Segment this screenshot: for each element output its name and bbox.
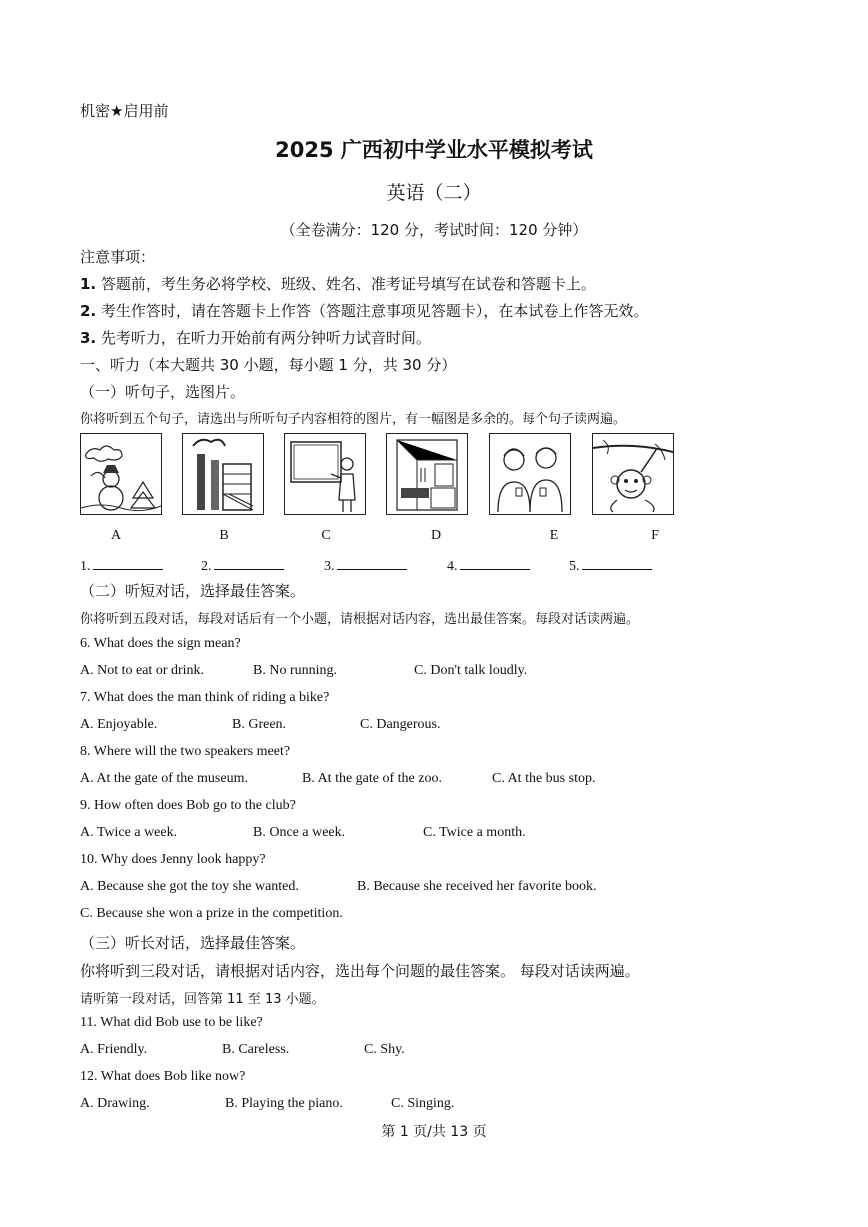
option-8b[interactable]: B. At the gate of the zoo.: [302, 771, 442, 786]
option-8a[interactable]: A. At the gate of the museum.: [80, 771, 248, 786]
factory-icon: [183, 434, 263, 514]
option-11c[interactable]: C. Shy.: [364, 1042, 405, 1057]
note-item: [80, 327, 431, 348]
page-subtitle: 英语（二）: [386, 182, 482, 204]
blank-line: [582, 555, 652, 570]
blank-number: 3.: [324, 559, 335, 574]
part3-heading: （三）听长对话，选择最佳答案。: [80, 934, 306, 952]
note-number: 3.: [80, 329, 97, 347]
blank-line: [214, 555, 284, 570]
exam-info: （全卷满分：120 分，考试时间：120 分钟）: [280, 221, 588, 239]
notes-heading: 注意事项：: [80, 248, 156, 266]
question-7: 7. What does the man think of riding a bike?: [80, 690, 330, 705]
part3-sub-instruction: 请听第一段对话，回答第 11 至 13 小题。: [80, 992, 325, 1007]
part1-heading: （一）听句子，选图片。: [80, 383, 246, 401]
option-7a[interactable]: A. Enjoyable.: [80, 717, 158, 732]
note-item: [80, 273, 596, 294]
note-number: 2.: [80, 302, 97, 320]
option-12b[interactable]: B. Playing the piano.: [225, 1096, 343, 1111]
page-title: 2025 广西初中学业水平模拟考试: [275, 138, 593, 162]
option-11b[interactable]: B. Careless.: [222, 1042, 290, 1057]
section-heading: 一、听力（本大题共 30 小题，每小题 1 分，共 30 分）: [80, 356, 457, 374]
confidential-mark: 机密★启用前: [80, 102, 169, 120]
option-12a[interactable]: A. Drawing.: [80, 1096, 150, 1111]
question-10: 10. Why does Jenny look happy?: [80, 852, 266, 867]
part1-instruction: 你将听到五个句子，请选出与所听句子内容相符的图片，有一幅图是多余的。每个句子读两遍。: [80, 412, 627, 427]
option-10b[interactable]: B. Because she received her favorite book.: [357, 879, 597, 894]
picture-f: [592, 433, 674, 515]
question-6: 6. What does the sign mean?: [80, 636, 241, 651]
option-7b[interactable]: B. Green.: [232, 717, 287, 732]
picture-e: [489, 433, 571, 515]
option-11a[interactable]: A. Friendly.: [80, 1042, 148, 1057]
picture-a: [80, 433, 162, 515]
answer-blank-3[interactable]: [324, 555, 407, 575]
picture-label-a: A: [110, 528, 122, 543]
blank-number: 1.: [80, 559, 91, 574]
snowman-icon: [81, 434, 161, 514]
question-8: 8. Where will the two speakers meet?: [80, 744, 291, 759]
picture-label-d: D: [430, 528, 442, 543]
picture-c: [284, 433, 366, 515]
page-number: 第 1 页/共 13 页: [381, 1124, 487, 1140]
blank-line: [337, 555, 407, 570]
blank-line: [460, 555, 530, 570]
blank-line: [93, 555, 163, 570]
blank-number: 2.: [201, 559, 212, 574]
picture-label-c: C: [321, 528, 331, 543]
answer-blank-2[interactable]: [201, 555, 284, 575]
question-12: 12. What does Bob like now?: [80, 1069, 246, 1084]
kitchen-icon: [387, 434, 467, 514]
note-text: 答题前，考生务必将学校、班级、姓名、准考证号填写在试卷和答题卡上。: [100, 275, 596, 293]
note-number: 1.: [80, 275, 97, 293]
option-10c[interactable]: C. Because she won a prize in the competition.: [80, 906, 343, 921]
option-7c[interactable]: C. Dangerous.: [360, 717, 441, 732]
answer-blank-5[interactable]: [569, 555, 652, 575]
option-8c[interactable]: C. At the bus stop.: [492, 771, 596, 786]
note-item: [80, 300, 648, 321]
two-people-icon: [490, 434, 570, 514]
monkey-icon: [593, 434, 673, 514]
picture-label-b: B: [219, 528, 229, 543]
blank-number: 4.: [447, 559, 458, 574]
note-text: 考生作答时，请在答题卡上作答（答题注意事项见答题卡），在本试卷上作答无效。: [100, 302, 649, 320]
teacher-blackboard-icon: [285, 434, 365, 514]
option-6b[interactable]: B. No running.: [253, 663, 337, 678]
option-6a[interactable]: A. Not to eat or drink.: [80, 663, 205, 678]
option-12c[interactable]: C. Singing.: [391, 1096, 455, 1111]
option-10a[interactable]: A. Because she got the toy she wanted.: [80, 879, 299, 894]
option-9b[interactable]: B. Once a week.: [253, 825, 346, 840]
blank-number: 5.: [569, 559, 580, 574]
part3-instruction: 你将听到三段对话，请根据对话内容，选出每个问题的最佳答案。 每段对话读两遍。: [80, 962, 640, 980]
question-11: 11. What did Bob use to be like?: [80, 1015, 263, 1030]
part2-heading: （二）听短对话，选择最佳答案。: [80, 582, 306, 600]
note-text: 先考听力，在听力开始前有两分钟听力试音时间。: [100, 329, 431, 347]
option-6c[interactable]: C. Don't talk loudly.: [414, 663, 528, 678]
picture-d: [386, 433, 468, 515]
picture-label-e: E: [549, 528, 559, 543]
option-9a[interactable]: A. Twice a week.: [80, 825, 178, 840]
question-9: 9. How often does Bob go to the club?: [80, 798, 296, 813]
answer-blank-4[interactable]: [447, 555, 530, 575]
answer-blank-1[interactable]: [80, 555, 163, 575]
picture-b: [182, 433, 264, 515]
picture-label-f: F: [651, 528, 659, 543]
part2-instruction: 你将听到五段对话，每段对话后有一个小题，请根据对话内容，选出最佳答案。每段对话读两遍。: [80, 612, 640, 627]
option-9c[interactable]: C. Twice a month.: [423, 825, 526, 840]
